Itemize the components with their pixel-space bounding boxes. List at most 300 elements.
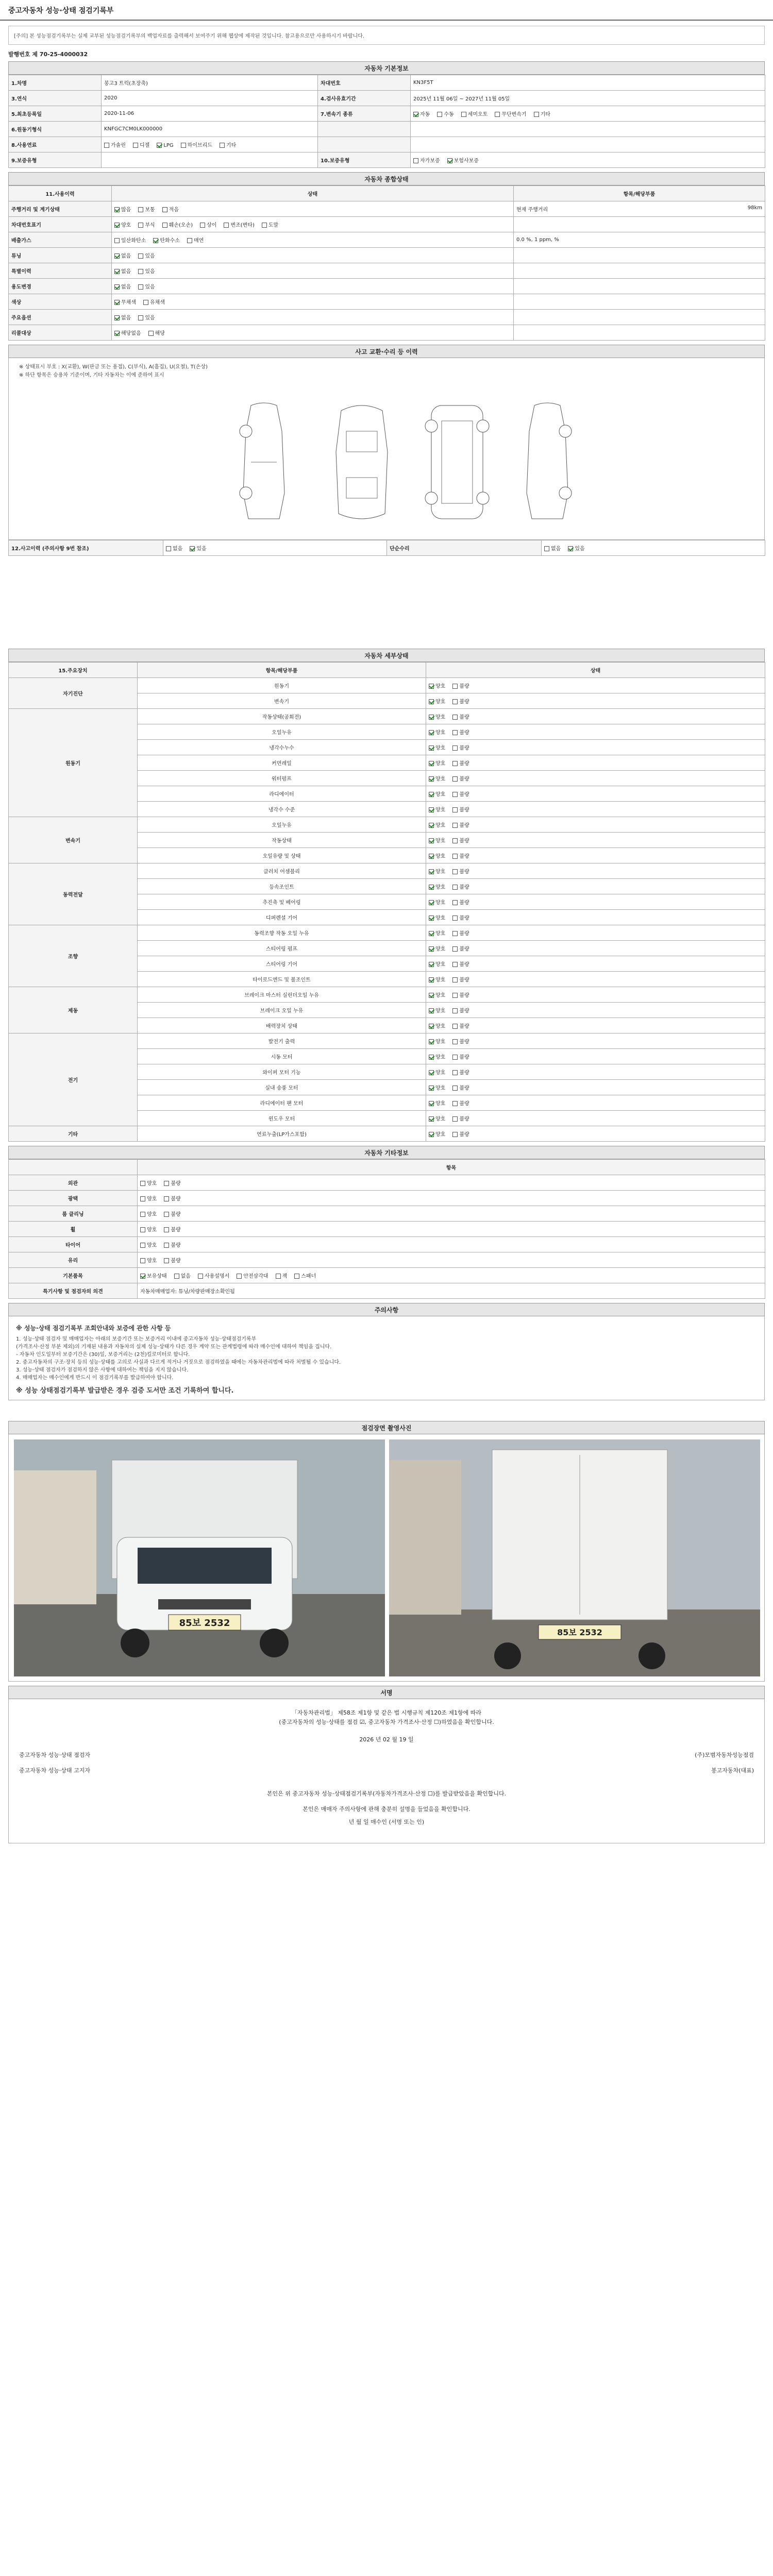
detail-status (426, 1080, 765, 1095)
checkbox-label: 양호 (435, 1101, 446, 1107)
checkbox-label: 불량 (459, 776, 469, 782)
comprehensive-note-text: 0.0 %, 1 ppm, % (516, 237, 559, 243)
checkbox-label: 스패너 (301, 1274, 316, 1279)
basic-label-2: 7.변속기 종류 (318, 106, 411, 122)
checkbox-option (452, 913, 469, 921)
checkbox-option (429, 1037, 445, 1045)
checkbox (140, 1243, 145, 1248)
car-diagrams (9, 385, 764, 539)
notes-line: 4. 매매업자는 매수인에게 반드시 이 점검기록부를 발급하여야 합니다. (16, 1375, 174, 1381)
checkbox (452, 1039, 458, 1044)
checkbox-option (452, 1022, 469, 1029)
checkbox-option (429, 743, 445, 751)
inspector-value: (주)모범자동차성능점검 (695, 1752, 754, 1758)
checkbox (140, 1196, 145, 1201)
detail-status (426, 724, 765, 740)
detail-item: 작동상태(공회전) (138, 709, 426, 724)
checkbox (452, 1070, 458, 1075)
checkbox-option (429, 728, 445, 736)
other-special-row (9, 1283, 765, 1299)
basic-value (102, 91, 318, 106)
checkbox-label: 불량 (459, 1116, 469, 1122)
checkbox (138, 269, 143, 274)
other-label: 타이어 (9, 1237, 138, 1252)
checkbox-option (429, 929, 445, 937)
checkbox-option (429, 975, 445, 983)
car-frame-diagram (416, 400, 498, 524)
checkbox-label: 디젤 (139, 143, 150, 148)
checkbox-option (114, 205, 131, 213)
checkbox (162, 223, 167, 228)
checkbox-option (140, 1256, 157, 1264)
checkbox (452, 962, 458, 967)
page-title: 중고자동차 성능·상태 점검기록부 (0, 0, 773, 21)
checkbox-label: 불량 (171, 1212, 181, 1217)
checkbox-option (294, 1272, 316, 1279)
checkbox-label: 불량 (459, 745, 469, 751)
checkbox (138, 315, 143, 320)
checkbox-option (429, 713, 445, 720)
checkbox-label: 상이 (207, 223, 217, 228)
checkbox-checked (429, 776, 434, 782)
checkbox-label: 불량 (459, 761, 469, 767)
detail-status (426, 1064, 765, 1080)
checkbox-label: 양호 (435, 1070, 446, 1076)
checkbox (452, 1132, 458, 1137)
accident-table (8, 540, 765, 556)
checkbox-option (437, 110, 453, 117)
basic-row (9, 91, 765, 106)
checkbox-label: 양호 (435, 823, 446, 828)
receipt-line: 본인은 위 중고자동차 성능·상태점검기록부(자동차가격조사·산정 ☐)를 발급받았음을 확인합니다. (266, 1790, 507, 1797)
checkbox-option (140, 1194, 157, 1202)
checkbox-label: 양호 (147, 1243, 157, 1248)
detail-item: 윈도우 모터 (138, 1111, 426, 1126)
checkbox-label: 변조(변타) (230, 223, 255, 228)
checkbox-label: 불량 (459, 807, 469, 813)
checkbox-checked (429, 838, 434, 843)
checkbox-option (452, 682, 469, 689)
basic-info-table (8, 75, 765, 168)
other-label: 룸 클리닝 (9, 1206, 138, 1222)
checkbox-label: 불량 (459, 1070, 469, 1076)
notes-line: - 자동차 인도일부터 보증기간은 (30)일, 보증거리는 (2천)킬로미터로 합니다. (16, 1352, 190, 1358)
detail-item: 추진축 및 베어링 (138, 894, 426, 910)
detail-item: 커먼레일 (138, 755, 426, 771)
option-none: 없음 (551, 546, 561, 552)
checkbox-label: 양호 (147, 1196, 157, 1202)
comprehensive-row (9, 310, 765, 325)
checkbox-label: 양호 (435, 962, 446, 968)
detail-status (426, 740, 765, 755)
checkbox-label: 불량 (171, 1181, 181, 1187)
section-notes: 주의사항 (8, 1303, 765, 1316)
checkbox-checked (114, 269, 120, 274)
checkbox-label: 불량 (459, 854, 469, 859)
checkbox-option (104, 141, 126, 148)
other-row (9, 1191, 765, 1206)
checkbox-label: 일산화탄소 (121, 238, 146, 244)
checkbox-checked (114, 331, 120, 336)
basic-value-2 (411, 75, 765, 91)
basic-value-2 (411, 122, 765, 137)
checkbox-option (164, 1210, 180, 1217)
detail-group-name: 자기진단 (9, 678, 138, 709)
checkbox (452, 823, 458, 828)
checkbox-option (138, 267, 155, 275)
comprehensive-row (9, 263, 765, 279)
other-row (9, 1252, 765, 1268)
checkbox-label: 없음 (121, 253, 131, 259)
comprehensive-label: 색상 (9, 294, 112, 310)
sign-date: 2026 년 02 월 19 일 (359, 1736, 414, 1743)
detail-status (426, 693, 765, 709)
checkbox-option (198, 1272, 229, 1279)
checkbox-label: 없음 (121, 315, 131, 321)
basic-label: 3.연식 (9, 91, 102, 106)
checkbox-option (452, 1068, 469, 1076)
checkbox-label: 양호 (147, 1212, 157, 1217)
checkbox-checked (429, 869, 434, 874)
comprehensive-note (514, 325, 765, 341)
checkbox-label: 해당없음 (121, 331, 141, 336)
checkbox-option (429, 913, 445, 921)
detail-status (426, 786, 765, 802)
checkbox-label: 불량 (459, 962, 469, 968)
checkbox-option (164, 1256, 180, 1264)
detail-status (426, 1095, 765, 1111)
notes-final: ※ 성능 상태점검기록부 발급받은 경우 검증 도서만 조건 기록하여 합니다. (16, 1387, 234, 1395)
basic-label: 6.원동기형식 (9, 122, 102, 137)
comprehensive-row (9, 248, 765, 263)
comp-header-2: 상태 (112, 186, 514, 201)
detail-row (9, 1126, 765, 1142)
checkbox-label: 자동 (420, 112, 430, 117)
basic-label: 5.최초등록일 (9, 106, 102, 122)
checkbox-label: 없음 (121, 284, 131, 290)
detail-item: 냉각수 수준 (138, 802, 426, 817)
checkbox (164, 1212, 169, 1217)
comprehensive-row (9, 325, 765, 341)
checkbox-label: 불량 (459, 1101, 469, 1107)
basic-value (102, 106, 318, 122)
detail-status (426, 1003, 765, 1018)
detail-status (426, 833, 765, 848)
checkbox-label: 양호 (147, 1181, 157, 1187)
detail-header-1: 15.주요장치 (9, 663, 138, 678)
detail-group-name: 변속기 (9, 817, 138, 863)
checkbox (452, 699, 458, 704)
checkbox (452, 1055, 458, 1060)
checkbox (104, 143, 109, 148)
detail-item: 시동 모터 (138, 1049, 426, 1064)
checkbox-label: 불량 (171, 1227, 181, 1233)
checkbox (452, 869, 458, 874)
checkbox-option (140, 1179, 157, 1187)
detail-status (426, 1111, 765, 1126)
checkbox-option (452, 852, 469, 859)
detail-item: 오일유량 및 상태 (138, 848, 426, 863)
detail-header-2: 항목/해당부품 (138, 663, 426, 678)
checkbox (276, 1274, 281, 1279)
comprehensive-status (112, 279, 514, 294)
other-info-table (8, 1159, 765, 1299)
detail-item: 브레이크 마스터 실린더오일 누유 (138, 987, 426, 1003)
checkbox-label: 양호 (435, 715, 446, 720)
checkbox-option (452, 1099, 469, 1107)
basic-value-text: 2020-11-06 (104, 111, 135, 116)
section-basic-info: 자동차 기본정보 (8, 61, 765, 75)
detail-header-3: 상태 (426, 663, 765, 678)
checkbox (138, 284, 143, 290)
basic-row (9, 122, 765, 137)
detail-item: 오일누유 (138, 724, 426, 740)
detail-item: 스티어링 기어 (138, 956, 426, 972)
checkbox (452, 838, 458, 843)
checkbox (200, 223, 205, 228)
checkbox-option (181, 141, 212, 148)
checkbox-option (164, 1225, 180, 1233)
checkbox-label: 양호 (435, 1039, 446, 1045)
checkbox (187, 238, 192, 243)
checkbox-option (429, 759, 445, 767)
checkbox-option (429, 1068, 445, 1076)
checkbox-checked (140, 1274, 145, 1279)
checkbox-option (452, 867, 469, 875)
checkbox-label: 불량 (459, 715, 469, 720)
car-top-diagram (328, 400, 395, 524)
notes-line: 3. 성능·상태 점검자가 점검하지 않은 사항에 대하여는 책임을 지지 않습니다. (16, 1367, 189, 1373)
comprehensive-status (112, 325, 514, 341)
detail-status (426, 894, 765, 910)
checkbox (534, 112, 539, 117)
detail-status (426, 1033, 765, 1049)
checkbox-option (148, 329, 165, 336)
detail-item: 실내 송풍 모터 (138, 1080, 426, 1095)
checkbox-label: 양호 (435, 869, 446, 875)
checkbox (461, 112, 466, 117)
comprehensive-note (514, 248, 765, 263)
checkbox-option (162, 205, 179, 213)
checkbox-option (413, 156, 440, 164)
accident-block (8, 358, 765, 540)
checkbox (452, 1116, 458, 1122)
detail-group-name: 제동 (9, 987, 138, 1033)
checkbox-checked (429, 684, 434, 689)
checkbox-label: 잭 (282, 1274, 288, 1279)
checkbox-option (452, 1053, 469, 1060)
checkbox-option (276, 1272, 288, 1279)
buyer-sign-line: 년 월 일 매수인 (서명 또는 인) (348, 1819, 425, 1825)
detail-item: 냉각수누수 (138, 740, 426, 755)
detail-item: 디퍼렌셜 기어 (138, 910, 426, 925)
basic-row (9, 152, 765, 168)
detail-item: 원동기 (138, 678, 426, 693)
checkbox (220, 143, 225, 148)
notes-title: ※ 성능·상태 점검기록부 조회안내와 보증에 관한 사항 등 (16, 1325, 171, 1332)
checkbox-label: 불량 (459, 869, 469, 875)
basic-label-2: 4.검사유효기간 (318, 91, 411, 106)
checkbox-option (429, 1022, 445, 1029)
front-photo (14, 1439, 385, 1676)
checkbox-option (429, 944, 445, 952)
checkbox-label: 양호 (121, 223, 131, 228)
checkbox (452, 1024, 458, 1029)
checkbox-option (114, 251, 131, 259)
checkbox-option (224, 221, 254, 228)
checkbox-label: 불량 (459, 792, 469, 798)
checkbox-label: 훼손(오손) (169, 223, 193, 228)
section-other: 자동차 기타정보 (8, 1146, 765, 1159)
checkbox-label: 부식 (145, 223, 155, 228)
special-label: 특기사항 및 점검자의 의견 (9, 1283, 138, 1299)
other-row (9, 1206, 765, 1222)
checkbox-option (429, 960, 445, 968)
checkbox-checked (114, 300, 120, 305)
checkbox-checked (429, 745, 434, 751)
checkbox-option (162, 221, 193, 228)
checkbox-label: 양호 (435, 684, 446, 689)
checkbox (452, 854, 458, 859)
checkbox-label: 보험사보증 (453, 158, 479, 164)
car-side-left-diagram (236, 400, 292, 524)
checkbox-label: 안전삼각대 (243, 1274, 268, 1279)
checkbox-option (452, 805, 469, 813)
checkbox-label: 불량 (459, 838, 469, 844)
comprehensive-status (112, 310, 514, 325)
section-accident: 사고 교환·수리 등 이력 (8, 345, 765, 358)
checkbox-checked (413, 112, 418, 117)
section-comprehensive: 자동차 종합상태 (8, 172, 765, 185)
detail-item: 스티어링 펌프 (138, 941, 426, 956)
checkbox (162, 207, 167, 212)
detail-status (426, 1126, 765, 1142)
comp-header-1: 11.사용이력 (9, 186, 112, 201)
checkbox (294, 1274, 299, 1279)
certificate-number: 발행번호 제 70-25-4000032 (8, 51, 88, 58)
section-signature: 서명 (8, 1686, 765, 1699)
detail-item: 동력조향 작동 오일 누유 (138, 925, 426, 941)
comprehensive-status (112, 294, 514, 310)
detail-status (426, 709, 765, 724)
checkbox-label: 불량 (459, 1008, 469, 1014)
checkbox-checked (429, 1101, 434, 1106)
checkbox (452, 885, 458, 890)
checkbox-checked (429, 1039, 434, 1044)
detail-row (9, 817, 765, 833)
detail-status (426, 1049, 765, 1064)
comprehensive-status (112, 263, 514, 279)
signature-block (8, 1699, 765, 1843)
checkbox-option (220, 141, 236, 148)
sign-line-1: 「자동차관리법」 제58조 제1항 및 같은 법 시행규칙 제120조 제1항에 따라 (291, 1709, 482, 1716)
front-plate: 85보 2532 (179, 1618, 230, 1629)
rear-plate: 85보 2532 (557, 1628, 602, 1637)
checkbox (452, 1008, 458, 1013)
rear-photo (389, 1439, 760, 1676)
checkbox-option (452, 960, 469, 968)
basic-value (102, 122, 318, 137)
checkbox-checked (153, 238, 158, 243)
checkbox (143, 300, 148, 305)
checkbox (138, 207, 143, 212)
basic-label-2: 차대번호 (318, 75, 411, 91)
detail-status (426, 802, 765, 817)
detail-row (9, 1033, 765, 1049)
checkbox-option (429, 805, 445, 813)
checkbox-option (429, 898, 445, 906)
checkbox (495, 112, 500, 117)
comprehensive-row (9, 279, 765, 294)
checkbox-label: 많음 (121, 207, 131, 213)
checkbox-checked (429, 931, 434, 936)
detail-row (9, 987, 765, 1003)
detail-item: 워터펌프 (138, 771, 426, 786)
checkbox-option (452, 1006, 469, 1014)
accident-legend-1: ※ 상태표시 부호 : X(교환), W(판금 또는 용접), C(부식), A(흠집), U(요철), T(손상) (19, 364, 208, 370)
other-row (9, 1237, 765, 1252)
basic-value-2-text: 2025년 11월 06일 ~ 2027년 11월 05일 (413, 96, 510, 102)
basic-value-text: KNFGC7CM0LK000000 (104, 126, 163, 132)
checkbox-label: 양호 (435, 1008, 446, 1014)
checkbox-option (114, 329, 141, 336)
comprehensive-note (514, 263, 765, 279)
checkbox-option (452, 728, 469, 736)
accident-history-label: 12.사고이력 (주의사항 9번 참조) (9, 540, 163, 556)
checkbox-label: 세미오토 (467, 112, 488, 117)
basic-label-2 (318, 137, 411, 152)
checkbox (262, 223, 267, 228)
checkbox-label: 있음 (145, 269, 155, 275)
comprehensive-status (112, 232, 514, 248)
checkbox (133, 143, 138, 148)
comprehensive-label: 차대번호표기 (9, 217, 112, 232)
checkbox-option (138, 313, 155, 321)
comprehensive-label: 주행거리 및 계기상태 (9, 201, 112, 217)
checkbox-label: 없음 (180, 1274, 191, 1279)
detail-status (426, 925, 765, 941)
checkbox-option (534, 110, 550, 117)
comprehensive-label: 주요옵션 (9, 310, 112, 325)
checkbox (452, 684, 458, 689)
checkbox-checked (429, 900, 434, 905)
checkbox (452, 931, 458, 936)
detail-status (426, 956, 765, 972)
comprehensive-label: 배출가스 (9, 232, 112, 248)
detail-status (426, 910, 765, 925)
checkbox-option (452, 898, 469, 906)
detail-status (426, 848, 765, 863)
checkbox-label: 불량 (171, 1196, 181, 1202)
checkbox-checked (429, 807, 434, 812)
detail-item: 클러치 어셈블리 (138, 863, 426, 879)
checkbox-option (143, 298, 165, 306)
checkbox-checked (429, 1116, 434, 1122)
comprehensive-label: 특별이력 (9, 263, 112, 279)
checkbox-label: 불량 (459, 1039, 469, 1045)
basic-value-2 (411, 137, 765, 152)
comprehensive-note (514, 310, 765, 325)
checkbox-label: 불량 (459, 977, 469, 983)
basic-value-2 (411, 106, 765, 122)
checkbox-label: 불량 (459, 993, 469, 998)
checkbox-label: 해당 (155, 331, 165, 336)
checkbox-option (157, 143, 173, 148)
checkbox-label: 양호 (435, 745, 446, 751)
checkbox-checked (429, 1008, 434, 1013)
checkbox (140, 1258, 145, 1263)
checkbox-label: 있음 (145, 253, 155, 259)
